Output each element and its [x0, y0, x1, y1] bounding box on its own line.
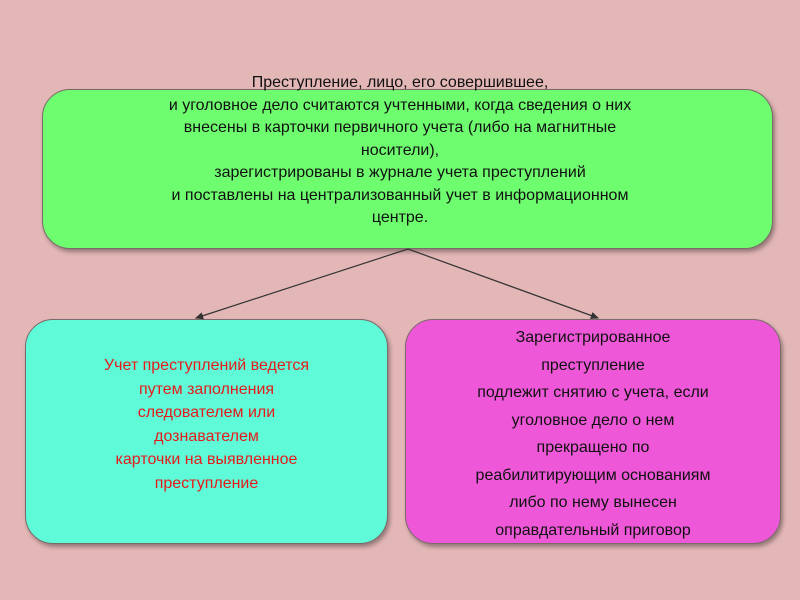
right-text-line: уголовное дело о нем [511, 411, 675, 429]
top-text-line: зарегистрированы в журнале учета преступлений [214, 164, 586, 181]
right-text-line: оправдательный приговор [495, 521, 691, 539]
left-text-line: преступление [154, 474, 259, 492]
left-text-line: Учет преступлений ведется [103, 357, 310, 374]
right-text-line: Зарегистрированное [515, 329, 671, 346]
right-text-line: подлежит снятию с учета, если [477, 384, 709, 401]
top-definition-text [0, 72, 800, 230]
right-text-line: прекращено по [536, 439, 650, 456]
left-text-line: следователем или [137, 404, 276, 421]
top-text-line: и поставлены на централизованный учет в информационном [171, 186, 629, 204]
top-text-line: центре. [371, 209, 429, 226]
top-text-line: Преступление, лицо, его совершившее, [251, 74, 549, 91]
top-text-line: внесены в карточки первичного учета (либо на магнитные [183, 119, 617, 136]
top-text-line: носители), [360, 141, 440, 159]
left-registration-text [25, 354, 388, 495]
arrow-to-right-box [408, 249, 598, 318]
right-text-line: либо по нему вынесен [509, 494, 677, 511]
top-text-line: и уголовное дело считаются учтенными, когда сведения о них [168, 96, 632, 114]
right-deregistration-text [405, 324, 781, 544]
left-text-line: путем заполнения [138, 380, 275, 398]
right-text-line: преступление [541, 356, 645, 374]
arrow-to-left-box [196, 249, 408, 318]
left-text-line: карточки на выявленное [115, 451, 298, 468]
left-text-line: дознавателем [154, 427, 259, 445]
right-text-line: реабилитирующим основаниям [475, 466, 711, 484]
